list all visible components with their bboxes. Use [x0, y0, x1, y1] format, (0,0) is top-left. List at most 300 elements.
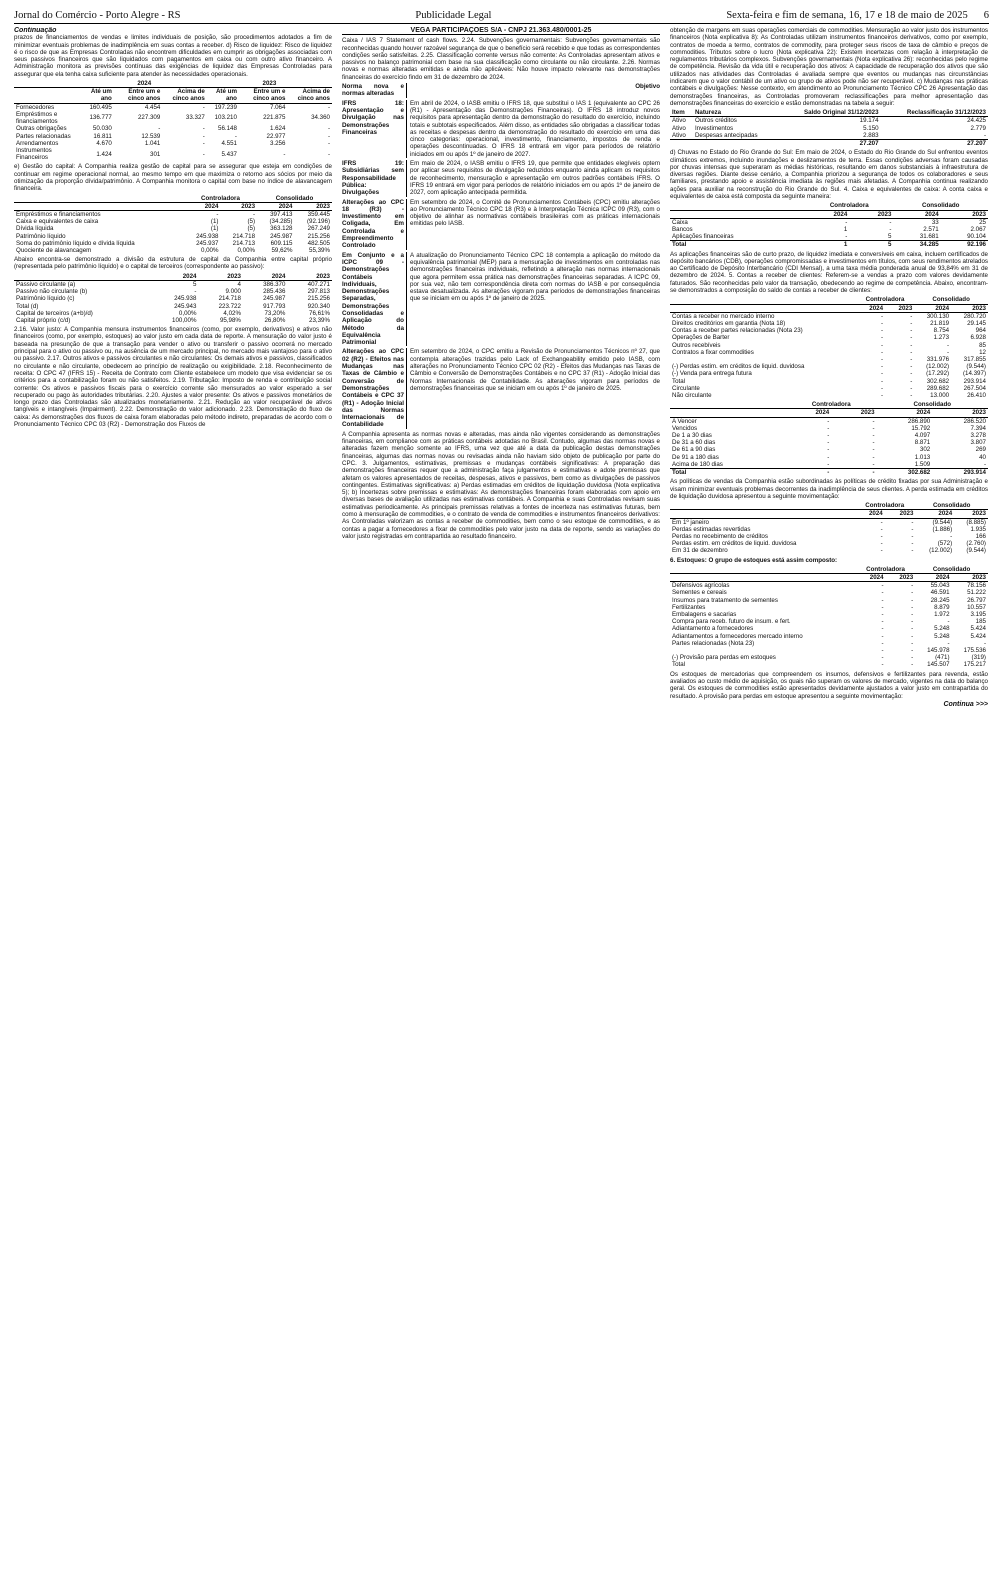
table-row	[670, 454, 988, 461]
cell-value: 19.174	[859, 117, 879, 125]
cell-value: -	[911, 596, 914, 604]
cell-value: (1)	[210, 225, 219, 233]
receivables-table	[670, 296, 988, 399]
column-header: 2024	[856, 304, 885, 312]
cell-value: -	[880, 540, 883, 548]
row-label: Perdas no recebimento de créditos	[672, 532, 768, 540]
row-label: (-) Perdas estim. em créditos de liquid. duvidosa	[672, 363, 805, 371]
cell-value: 5.424	[970, 632, 986, 640]
paragraph: A Companhia apresenta as normas novas e alteradas, mas ainda não vigentes considerando as demonstrações financeiras, em compliance com as práticas contábeis adotadas no Brasil. Contudo, algumas das normas novas e alteradas fazem menção somente ao IFRS, uma vez que até a data da publicação destas demonstrações financeiras, algumas das normas novas ou revisadas ainda não haviam sido objeto de publicação por parte do CPC. 3. Julgamentos, estimativas, premissas e mudanças contábeis significativas: A preparação das demonstrações financeiras requer que a administração faça julgamentos e estimativas e adote premissas que afetam os valores apresentados de receitas, despesas, ativos e passivos, bem como as divulgações de passivos contingentes. Estimativas significativas: a) Perdas estimadas em créditos de liquidação duvidosa (Nota explicativa 5); b) Incertezas sobre premissas e estimativas: As demonstrações financeiras foram elaboradas com apoio em diversas bases de avaliação utilizadas nas estimativas contábeis. A Companhia e suas Controladas revisam suas estimativas periodicamente. As principais premissas relativas a fontes de incerteza nas estimativas futuras, bem como à mensuração de commodities, e o contrato de venda de commodities e instrumentos financeiros derivativos: As Controladas valorizam as contas a receber de commodities, bem como o seu estoque de commodities, e as contas a pagar a fornecedores a fixar de commodities pelo valor justo na data de reporte, sendo as variações do valor justo registradas em contrapartida ao resultado financeiro.	[342, 430, 660, 540]
row-label: Arrendamentos	[16, 139, 59, 147]
cell-value: -	[327, 132, 330, 140]
cell-value: -	[881, 625, 884, 633]
column-header: 2024	[914, 304, 951, 312]
column-header: 2023	[885, 304, 914, 312]
row-label: Soma do patrimônio líquido e dívida líquida	[16, 239, 135, 247]
norm-name: Alterações ao CPC 18 (R3) - Investimento em Coligada, Em Controlada e Empreendimento Controlado	[342, 199, 407, 250]
cell-value: -	[827, 453, 830, 461]
cell-value: 215.256	[307, 295, 330, 303]
cell-value: (92.196)	[306, 218, 330, 226]
cell-value: 609.115	[270, 239, 293, 247]
cell-value: -	[872, 460, 875, 468]
cell-value: -	[880, 547, 883, 555]
cell-value: 1.624	[269, 125, 286, 133]
column-header: 2024	[243, 273, 288, 281]
cell-value: -	[947, 618, 950, 626]
row-label: Patrimônio líquido	[16, 232, 66, 240]
row-label: Vencidos	[672, 424, 698, 432]
cell-value: (319)	[971, 654, 986, 662]
column-header: 2024	[854, 510, 885, 518]
cell-value: -	[911, 611, 914, 619]
cell-value: 55.043	[930, 582, 950, 590]
column-1	[14, 27, 332, 1552]
cell-value: -	[910, 355, 913, 363]
cell-value: -	[872, 432, 875, 440]
table-row	[670, 342, 988, 349]
table-header: Controladora	[854, 502, 915, 510]
cell-value: -	[950, 532, 953, 540]
row-nature: Investimentos	[694, 124, 734, 132]
cell-value: 24.425	[967, 117, 986, 125]
cell-value: 16.811	[93, 132, 112, 140]
table-row	[670, 540, 988, 547]
cell-value: -	[881, 355, 884, 363]
row-label: Circulante	[672, 384, 700, 392]
cell-value: 397.413	[270, 210, 293, 218]
cell-value: 7.064	[269, 103, 286, 111]
cell-value: -	[910, 370, 913, 378]
cell-value: -	[234, 132, 237, 140]
cell-value: -	[327, 103, 330, 111]
row-item: Ativo	[672, 124, 686, 132]
norm-text: Em setembro de 2024, o Comitê de Pronunciamentos Contábeis (CPC) emitiu alterações ao Pronunciamento Técnico CPC 18 (R3) e à Interpretação Técnica ICPC 09 (R3), com o objetivo de alinhar as normativas contábeis brasileiras com as práticas internacionais emitidas pelo IASB.	[410, 198, 660, 228]
table-row	[670, 633, 988, 640]
column-header: 2024	[893, 210, 940, 218]
row-label: (-) Provisão para perdas em estoques	[672, 654, 776, 662]
cell-value: 1.972	[934, 611, 950, 619]
cell-value: 920.340	[307, 302, 330, 310]
cell-value: -	[911, 618, 914, 626]
cell-value: 301	[150, 150, 161, 158]
table-row	[670, 625, 988, 632]
row-label	[670, 356, 856, 363]
cell-value: -	[845, 233, 848, 241]
table-row	[670, 432, 988, 439]
cell-value: -	[881, 632, 884, 640]
cell-value: -	[911, 603, 914, 611]
row-label: Dívida líquida	[16, 225, 54, 233]
cell-value: -	[881, 603, 884, 611]
row-label: Direitos creditórios em garantia (Nota 18)	[672, 319, 786, 327]
cell-value: -	[889, 218, 892, 226]
table-row	[14, 303, 332, 310]
cell-value: 293.914	[963, 377, 986, 385]
cell-value: -	[910, 384, 913, 392]
cell-value: 245.987	[263, 295, 286, 303]
cell-value: 56.148	[218, 125, 237, 133]
cell-value: 50.030	[92, 125, 112, 133]
table-row	[14, 295, 332, 302]
cell-value: 269	[975, 446, 986, 454]
cell-value: 5.424	[970, 625, 986, 633]
row-label: Adiantamento a fornecedores	[672, 625, 754, 633]
row-item: Ativo	[672, 117, 686, 125]
cell-value: 300.130	[926, 312, 950, 320]
column-header: 2023	[849, 210, 893, 218]
cell-value: 4.551	[221, 139, 237, 147]
row-label: Outros recebíveis	[672, 341, 721, 349]
row-label: (-) Venda para entrega futura	[672, 370, 752, 378]
cell-value: 12.539	[141, 132, 161, 140]
norms-title: Norma nova e normas alteradas	[342, 83, 407, 98]
cell-value: -	[872, 446, 875, 454]
cell-value: 95,98%	[219, 316, 241, 324]
objective-label: Objetivo	[635, 83, 660, 91]
table-row	[14, 125, 332, 132]
row-nature: Despesas antecipadas	[694, 131, 758, 139]
norm-text: Em maio de 2024, o IASB emitiu o IFRS 19, que permite que entidades elegíveis optem por aplicar seus requisitos de divulgação reduzidos enquanto ainda aplicam os requisitos de reconhecimento, mensuração e apresentação em outros padrões contábeis IFRS. O IFRS 19 entrará em vigor para períodos de relatório iniciados em ou após 1º de janeiro de 2027, com aplicação antecipada permitida.	[410, 160, 660, 197]
cell-value: -	[881, 647, 884, 655]
cell-value: -	[881, 363, 884, 371]
cell-value: 12	[979, 348, 986, 356]
capital-structure-table	[14, 273, 332, 324]
cell-value: -	[983, 639, 986, 647]
cell-value: -	[881, 327, 884, 335]
cell-value: 289.682	[926, 384, 950, 392]
cell-value: 22.977	[266, 132, 286, 140]
column-header: 2023	[198, 273, 243, 281]
paragraph: Os estoques de mercadorias que compreendem os insumos, defensivos e fertilizantes para revenda, estão avaliados ao custo médio de aquisição, os quais não superam os valores de mercado, vigentes na data do balanço geral. Os estoques de commodities estão apresentados devidamente ajustados a valor justo em contrapartida do resultado. A provisão para perdas em estoque apresentou a seguinte movimentação:	[670, 670, 988, 700]
cell-value: -	[327, 125, 330, 133]
cell-value: 5	[193, 280, 197, 288]
cell-value: 26.797	[967, 596, 986, 604]
table-row	[14, 288, 332, 295]
cell-value: 4.670	[96, 139, 112, 147]
column-header: 2024	[150, 273, 198, 281]
continuation-label: Continuação	[14, 27, 57, 34]
column-header: Entre um e cinco anos	[239, 88, 287, 103]
cell-value: 1.424	[96, 150, 112, 158]
cell-value: 363.128	[270, 225, 293, 233]
column-header: 2023	[220, 202, 257, 210]
cell-value: -	[910, 348, 913, 356]
cell-value: 175.217	[963, 661, 986, 669]
cell-value: -	[202, 150, 205, 158]
column-header: 2024	[257, 202, 294, 210]
cell-value: 29.145	[967, 319, 986, 327]
norm-name: Em Conjunto e a ICPC 09 - Demonstrações Contábeis Individuais, Demonstrações Separadas, Demonstrações Consolidadas e Aplicação do Método da Equivalência Patrimonial	[342, 252, 407, 347]
row-label: Operações de Barter	[672, 334, 730, 342]
cell-value: (12.002)	[926, 363, 950, 371]
cell-value: 8.879	[934, 603, 950, 611]
cell-value: -	[827, 424, 830, 432]
cell-value: 103.210	[214, 114, 237, 122]
cell-value: 5.248	[934, 632, 950, 640]
row-label: Empréstimos e financiamentos	[16, 210, 101, 218]
table-row	[670, 597, 988, 604]
cell-value: -	[910, 327, 913, 335]
row-label: Contas a receber partes relacionadas (Nota 23)	[672, 327, 803, 335]
paragraph: As políticas de vendas da Companhia estão subordinadas às políticas de crédito fixadas por sua Administração e visam minimizar eventuais problemas decorrentes da inadimplência de seus clientes. A perda estimada em créditos de liquidação duvidosa apresentou a seguinte movimentação:	[670, 478, 988, 500]
row-label: De 91 a 180 dias	[672, 453, 719, 461]
paragraph: obtenção de margens em suas operações comerciais de commodities. Mensuração ao valor justo dos instrumentos financeiros (Nota explicativa 8): As Controladas utilizam instrumentos financeiros derivativos, como por exemplo, contratos de moeda a termo, contratos de commodity, para proteger seus riscos de taxa de câmbio e preços de commodities. Tributos sobre o lucro (Nota explicativa 22): Existem incertezas com relação à interpretação de regulamentos tributários complexos. Subvenções governamentais (Nota explicativa 26): reconhecidas pelo regime de competência. Revisão da vida útil e recuperação dos ativos: A capacidade de recuperação dos ativos que são utilizados nas atividades das Controladas é avaliada sempre que eventos ou mudanças nas circunstâncias indicarem que o valor contábil de um ativo ou grupo de ativos pode não ser recuperável. c) Mudanças nas práticas contábeis e divulgações: Nesse contexto, em atendimento ao Pronunciamento Técnico CPC 26 Apresentação das demonstrações financeiras, as Controladas promoveram reclassificações para melhor apresentação das demonstrações financeiras do exercício e estão demonstradas na tabela a seguir:	[670, 27, 988, 107]
page-number: 6	[983, 10, 989, 21]
cell-value: -	[889, 225, 892, 233]
cell-value: 386.370	[263, 280, 286, 288]
cell-value: 227.309	[137, 114, 161, 122]
row-label: De 61 a 90 dias	[672, 446, 716, 454]
row-label: Total	[670, 241, 805, 249]
paragraph: Abaixo encontra-se demonstrado a divisão da estrutura de capital da Companhia entre capital próprio (representada pelo patrimônio líquido) e o capital de terceiros (correspondente ao passivo):	[14, 256, 332, 271]
column-header: Natureza	[693, 109, 779, 117]
cell-value: 175.536	[963, 647, 986, 655]
column-2	[342, 27, 660, 1552]
cell-value: 3.278	[970, 432, 986, 440]
cell-value: 214.718	[232, 232, 256, 240]
table-row	[670, 640, 988, 647]
cell-value: -	[880, 518, 883, 526]
cell-value: (9.544)	[966, 547, 986, 555]
table-row	[14, 111, 332, 125]
table-header: 2023	[207, 80, 332, 88]
cell-value: -	[880, 532, 883, 540]
row-label: Não circulante	[672, 392, 712, 399]
table-row	[670, 117, 988, 125]
cell-value: -	[845, 218, 848, 226]
table-row	[670, 392, 988, 399]
cell-value: 9.000	[225, 288, 241, 296]
cell-value: (17.292)	[926, 370, 950, 378]
row-label: Fertilizantes	[672, 603, 706, 611]
table-header: Consolidado	[915, 566, 988, 574]
cell-value: -	[947, 639, 950, 647]
cell-value: -	[327, 139, 330, 147]
table-row	[14, 240, 332, 247]
cell-value: 2.883	[863, 131, 879, 139]
cell-value: -	[911, 625, 914, 633]
table-header: Consolidado	[877, 401, 988, 409]
cell-value: -	[831, 469, 876, 477]
column-header: Acima de cinco anos	[287, 88, 332, 103]
table-row	[14, 103, 332, 111]
cell-value: 27.207	[779, 140, 881, 148]
row-label: Em 1º janeiro	[672, 518, 709, 526]
table-row	[670, 363, 988, 370]
table-row	[670, 233, 988, 241]
column-header: 2024	[915, 510, 954, 518]
cell-value: -	[881, 370, 884, 378]
row-label: Adiantamentos a fornecedores mercado interno	[672, 632, 803, 640]
table-row	[670, 417, 988, 425]
cell-value: -	[881, 596, 884, 604]
cell-value: 51.222	[967, 589, 986, 597]
cell-value: 136.777	[89, 114, 112, 122]
cell-value: 25	[979, 218, 986, 226]
cell-value: 34.360	[311, 114, 330, 122]
cell-value: 26,80%	[264, 316, 286, 324]
table-row	[670, 320, 988, 327]
row-label: Em 31 de dezembro	[672, 547, 728, 555]
table-row	[670, 370, 988, 377]
table-row	[670, 439, 988, 446]
table-row	[670, 589, 988, 596]
row-label: Passivo circulante (a)	[16, 280, 76, 288]
cell-value: -	[911, 654, 914, 662]
cell-value: (1.886)	[932, 525, 953, 533]
cell-value: -	[158, 125, 161, 133]
cell-value: 31.681	[919, 233, 939, 241]
cell-value: -	[910, 319, 913, 327]
column-header: Reclassificação 31/12/2023	[881, 109, 988, 117]
paragraph: Caixa / IAS 7 Statement of cash flows. 2.24. Subvenções governamentais: Subvenções governamentais são reconhecidas quando houver razoável segurança de que o benefício será recebido e que todas as correspondentes condições serão satisfeitas. 2.25. Classificação corrente versus não corrente: As Controladas apresentam ativos e passivos no balanço patrimonial com base na sua classificação como circulante ou não circulante. 2.26. Normas novas e normas alteradas emitidas e ainda não aplicáveis: Não houve impacto relevante nas demonstrações financeiras do exercício findo em 31 de dezembro de 2024.	[342, 37, 660, 81]
cell-value: (2.760)	[966, 540, 986, 548]
cell-value: 15.792	[911, 424, 931, 432]
table-row	[14, 225, 332, 232]
cell-value: 185	[975, 618, 986, 626]
cell-value: 245.938	[196, 232, 219, 240]
norm-name: IFRS 19: Subsidiárias sem Responsabilidade Pública: Divulgações	[342, 160, 407, 196]
cell-value: 286.520	[963, 417, 986, 425]
column-header: 2024	[786, 409, 831, 417]
table-header: Consolidado	[914, 296, 988, 304]
cell-value: -	[881, 618, 884, 626]
cell-value: 33.327	[185, 114, 205, 122]
total-row	[670, 469, 988, 477]
norm-row	[342, 348, 660, 428]
row-label: Partes relacionadas	[16, 132, 71, 140]
cell-value: -	[911, 547, 914, 555]
cell-value: -	[786, 469, 831, 477]
table-row	[670, 604, 988, 611]
cell-value: -	[872, 424, 875, 432]
cell-value: 145.507	[927, 661, 950, 669]
cell-value: 8.754	[933, 327, 950, 335]
cell-value: -	[202, 132, 205, 140]
table-header: Consolidado	[257, 195, 332, 203]
norm-text: Em setembro de 2024, o CPC emitiu a Revisão de Pronunciamentos Técnicos nº 27, que contempla alterações trazidas pelo Lack of Exchangeability emitido pelo IASB, com alterações no Pronunciamento Técnico CPC 02 (R2) - Efeitos das Mudanças nas Taxas de Câmbio e Conversão de Demonstrações Contábeis e no CPC 37 (R1) - Adoção Inicial das Normas Internacionais de Contabilidade. As alterações vigoram para períodos de demonstrações financeiras que se iniciam em ou após 1º de janeiro de 2025.	[410, 348, 660, 392]
total-row	[670, 241, 988, 249]
cell-value: -	[880, 525, 883, 533]
table-row	[670, 446, 988, 453]
cell-value: 917.793	[263, 302, 286, 310]
cell-value: 28.245	[930, 596, 950, 604]
cell-value: 5.248	[934, 625, 950, 633]
cell-value: 482.505	[307, 239, 330, 247]
row-label: Aplicações financeiras	[672, 233, 734, 241]
cell-value: -	[827, 439, 830, 447]
table-row	[14, 317, 332, 324]
cell-value: -	[911, 589, 914, 597]
row-label: Patrimônio líquido (c)	[16, 295, 75, 303]
column-header: 2023	[951, 304, 988, 312]
row-item	[670, 140, 693, 148]
row-nature	[693, 140, 779, 148]
table-row	[670, 218, 988, 226]
table-row	[670, 356, 988, 363]
leverage-table	[14, 195, 332, 255]
table-header: Controladora	[786, 401, 877, 409]
norms-header	[342, 83, 660, 98]
cell-value: -	[947, 348, 950, 356]
cell-value: 23,39%	[309, 316, 330, 324]
table-row	[670, 582, 988, 590]
cell-value: (9.544)	[932, 518, 953, 526]
row-label: A Vencer	[672, 417, 697, 425]
column-header: 2023	[952, 574, 988, 582]
cell-value: 4.097	[914, 432, 931, 440]
column-header: 2024	[184, 202, 221, 210]
cell-value: -	[202, 139, 205, 147]
cell-value: 407.271	[307, 280, 330, 288]
cell-value: 8.871	[914, 439, 931, 447]
norm-row	[342, 100, 660, 158]
cell-value: (14.397)	[962, 370, 986, 378]
column-header: Até um ano	[207, 88, 239, 103]
cell-value: 302.682	[877, 469, 933, 477]
cell-value: -	[911, 540, 914, 548]
cell-value: 145.978	[927, 647, 950, 655]
cell-value: 4.454	[144, 103, 161, 111]
cell-value: 245.937	[196, 239, 219, 247]
cell-value: -	[827, 417, 830, 425]
table-row	[14, 210, 332, 218]
row-label: Acima de 180 dias	[672, 460, 723, 468]
table-row	[670, 349, 988, 356]
aging-table	[670, 401, 988, 476]
cell-value: 286.890	[907, 417, 931, 425]
cell-value: -	[327, 150, 330, 158]
cell-value: -	[881, 392, 884, 399]
table-row	[670, 226, 988, 233]
cell-value: -	[881, 589, 884, 597]
cell-value: -	[252, 210, 256, 218]
cell-value: 267.249	[307, 225, 330, 233]
cell-value: 4	[237, 280, 241, 288]
cash-table	[670, 202, 988, 248]
cell-value: 21.819	[930, 319, 950, 327]
cell-value: 267.504	[963, 384, 986, 392]
page-header	[14, 10, 989, 24]
table-row	[670, 312, 988, 320]
cell-value: (1)	[210, 218, 219, 226]
cell-value: -	[910, 392, 913, 399]
cell-value: 197.239	[214, 103, 237, 111]
cell-value: 1.509	[914, 460, 931, 468]
cell-value: -	[910, 312, 913, 320]
row-label: Outras obrigações	[16, 125, 67, 133]
cell-value: 73,20%	[264, 309, 286, 317]
cell-value: 1	[805, 241, 849, 249]
table-row	[670, 385, 988, 392]
cell-value: 317.855	[963, 355, 986, 363]
table-row	[14, 218, 332, 225]
table-header: Controladora	[856, 296, 914, 304]
cell-value: 214.713	[232, 239, 256, 247]
cell-value: 78.156	[967, 582, 986, 590]
row-label: Quociente de alavancagem	[16, 246, 92, 254]
paragraph: 6. Estoques: O grupo de estoques está assim composto:	[670, 556, 838, 564]
row-label: Embalagens e sacarias	[672, 611, 737, 619]
cell-value: 3.807	[970, 439, 986, 447]
row-label: Perdas estimadas revertidas	[672, 525, 751, 533]
row-label: De 1 a 30 dias	[672, 432, 712, 440]
cell-value: -	[202, 103, 205, 111]
norm-name: Alterações ao CPC 02 (R2) - Efeitos nas Mudanças nas Taxas de Câmbio e Conversão de Demonstrações Contábeis e CPC 37 (R1) - Adoção Inicial das Normas Internacionais de Contabilidade	[342, 348, 407, 428]
cell-value: -	[872, 439, 875, 447]
table-header: 2024	[82, 80, 207, 88]
cell-value: 221.875	[263, 114, 286, 122]
